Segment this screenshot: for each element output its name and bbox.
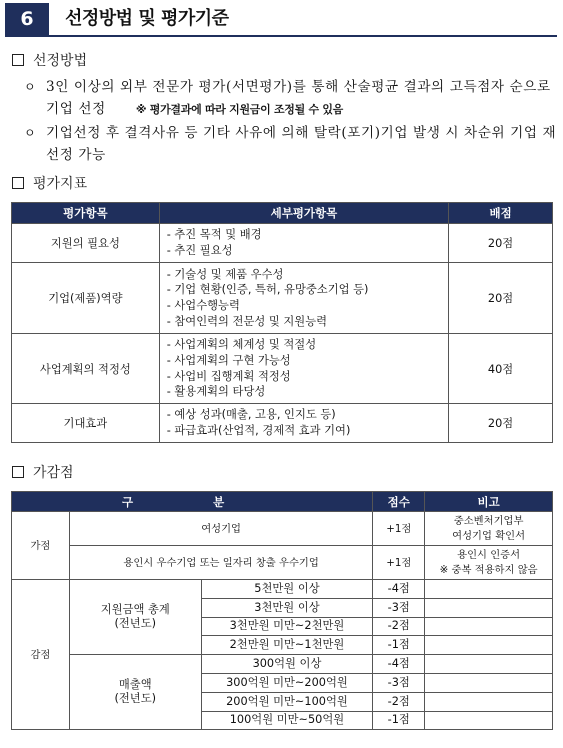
section-header xyxy=(5,3,557,37)
bonus-remarks xyxy=(425,546,553,580)
bonus-item: 용인시 우수기업 또는 일자리 창출 우수기업 xyxy=(69,546,372,580)
group-label-line: 지원금액 총계 xyxy=(100,603,170,617)
bullet-circle-icon: ㅇ xyxy=(24,126,37,140)
table-row xyxy=(12,224,553,263)
column-header xyxy=(12,492,373,512)
column-header: 비고 xyxy=(425,492,553,512)
remark-line: ※ 중복 적용하지 않음 xyxy=(439,563,538,576)
penalty-points: -3점 xyxy=(373,673,425,692)
eval-score: 20점 xyxy=(449,263,553,334)
table-row xyxy=(12,655,553,674)
penalty-points: -2점 xyxy=(373,692,425,711)
eval-score: 20점 xyxy=(449,404,553,443)
detail-line: - 파급효과(산업적, 경제적 효과 기여) xyxy=(166,424,351,437)
section-title: 선정방법 및 평가기준 xyxy=(65,8,229,29)
checkbox-square-icon xyxy=(12,177,24,189)
checkbox-square-icon xyxy=(12,466,24,478)
column-header: 평가항목 xyxy=(12,203,160,224)
bonus-label: 가점 xyxy=(12,512,70,580)
detail-line: - 사업계획의 구현 가능성 xyxy=(166,353,291,367)
table-row xyxy=(12,404,553,443)
adjust-heading-label: 가감점 xyxy=(33,465,74,481)
table-row xyxy=(12,334,553,404)
penalty-points: -3점 xyxy=(373,598,425,617)
group-label-line: (전년도) xyxy=(114,617,157,631)
detail-line: - 사업계획의 체계성 및 적절성 xyxy=(166,338,317,352)
penalty-remarks xyxy=(425,711,553,730)
eval-item: 기대효과 xyxy=(12,404,160,443)
remark-line: 용인시 인증서 xyxy=(457,548,521,561)
remark-line: 여성기업 확인서 xyxy=(452,529,526,542)
penalty-range: 3천만원 미만~2천만원 xyxy=(201,617,373,636)
eval-item: 지원의 필요성 xyxy=(12,224,160,263)
detail-line: - 추진 목적 및 배경 xyxy=(166,228,262,242)
evaluation-table xyxy=(11,202,553,443)
penalty-group-label xyxy=(69,580,201,655)
bullet-circle-icon: ㅇ xyxy=(24,80,37,94)
table-row xyxy=(12,512,553,546)
bonus-points: +1점 xyxy=(373,512,425,546)
bonus-remarks xyxy=(425,512,553,546)
penalty-points: -1점 xyxy=(373,711,425,730)
penalty-label: 감점 xyxy=(12,580,70,730)
evaluation-heading xyxy=(12,173,87,193)
bonus-item: 여성기업 xyxy=(69,512,372,546)
detail-line: - 추진 필요성 xyxy=(166,244,233,257)
table-header-row xyxy=(12,492,553,512)
penalty-points: -2점 xyxy=(373,617,425,636)
group-label-line: 매출액 xyxy=(118,678,152,692)
bullet-text: 기업선정 후 결격사유 등 기타 사유에 의해 탈락(포기)기업 발생 시 차순위 기업 재선정 가능 xyxy=(46,125,557,163)
evaluation-heading-label: 평가지표 xyxy=(33,176,88,192)
penalty-remarks xyxy=(425,673,553,692)
adjust-table xyxy=(11,491,553,730)
adjust-heading xyxy=(12,462,74,482)
penalty-range: 5천만원 이상 xyxy=(201,580,373,599)
penalty-range: 300억원 이상 xyxy=(201,655,373,674)
penalty-remarks xyxy=(425,598,553,617)
table-row xyxy=(12,263,553,334)
selection-heading xyxy=(12,50,87,70)
penalty-range: 2천만원 미만~1천만원 xyxy=(201,636,373,655)
eval-details xyxy=(159,404,448,443)
penalty-points: -1점 xyxy=(373,636,425,655)
table-row xyxy=(12,546,553,580)
penalty-range: 3천만원 이상 xyxy=(201,598,373,617)
eval-details xyxy=(159,224,448,263)
eval-score: 20점 xyxy=(449,224,553,263)
column-header: 세부평가항목 xyxy=(159,203,448,224)
eval-details xyxy=(159,263,448,334)
detail-line: - 사업비 집행계획 적정성 xyxy=(166,369,291,383)
penalty-remarks xyxy=(425,655,553,674)
penalty-range: 300억원 미만~200억원 xyxy=(201,673,373,692)
detail-line: - 기업 현황(인증, 특허, 유망중소기업 등) xyxy=(166,283,369,297)
penalty-points: -4점 xyxy=(373,580,425,599)
penalty-group-label xyxy=(69,655,201,730)
checkbox-square-icon xyxy=(12,54,24,66)
selection-bullet-1 xyxy=(24,76,559,121)
detail-line: - 기술성 및 제품 우수성 xyxy=(166,267,284,281)
detail-line: - 예상 성과(매출, 고용, 인지도 등) xyxy=(166,408,336,422)
category-header-label: 구 분 xyxy=(122,494,263,509)
penalty-range: 200억원 미만~100억원 xyxy=(201,692,373,711)
detail-line: - 사업수행능력 xyxy=(166,299,240,312)
table-header-row xyxy=(12,203,553,224)
eval-item: 사업계획의 적정성 xyxy=(12,334,160,404)
group-label-line: (전년도) xyxy=(114,692,157,706)
penalty-range: 100억원 미만~50억원 xyxy=(201,711,373,730)
bullet-text: 3인 이상의 외부 전문가 평가(서면평가)를 통해 산술평균 결과의 고득점자 순으로 기업 선정 xyxy=(46,79,551,117)
penalty-remarks xyxy=(425,617,553,636)
column-header: 점수 xyxy=(373,492,425,512)
penalty-remarks xyxy=(425,636,553,655)
column-header: 배점 xyxy=(449,203,553,224)
eval-details xyxy=(159,334,448,404)
selection-bullet-2 xyxy=(24,122,559,166)
remark-line: 중소벤처기업부 xyxy=(453,514,524,527)
bonus-points: +1점 xyxy=(373,546,425,580)
selection-heading-label: 선정방법 xyxy=(33,53,88,69)
penalty-remarks xyxy=(425,580,553,599)
bullet-note: ※ 평가결과에 따라 지원금이 조정될 수 있음 xyxy=(135,103,343,116)
section-number: 6 xyxy=(5,3,49,35)
detail-line: - 참여인력의 전문성 및 지원능력 xyxy=(166,314,328,328)
penalty-points: -4점 xyxy=(373,655,425,674)
penalty-remarks xyxy=(425,692,553,711)
detail-line: - 활용계획의 타당성 xyxy=(166,385,266,399)
eval-item: 기업(제품)역량 xyxy=(12,263,160,334)
table-row xyxy=(12,580,553,599)
eval-score: 40점 xyxy=(449,334,553,404)
